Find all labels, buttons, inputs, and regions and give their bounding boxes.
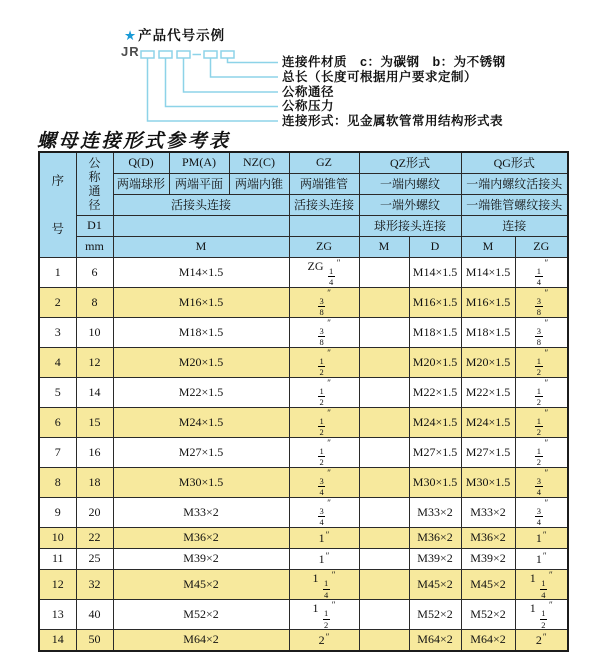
connector-line-5 xyxy=(148,58,279,121)
inch-mark: ″ xyxy=(327,377,331,388)
cell-dn-mm: 15 xyxy=(76,407,113,437)
table-row xyxy=(39,570,568,600)
cell-dn-mm: 12 xyxy=(76,347,113,377)
fraction: $\frac{1}{2}$ xyxy=(319,415,324,437)
inch-mark: ″ xyxy=(544,377,549,388)
header-nominal-diameter: 公 称 通 径 xyxy=(76,152,113,215)
cell-qz-m xyxy=(359,257,409,287)
cell-seq: 2 xyxy=(39,287,76,317)
cell-qz-m xyxy=(359,497,409,527)
header-mm: mm xyxy=(76,236,113,257)
cell-qg-zg: 1 $\frac{1}{2}$ ″ xyxy=(515,600,568,630)
fraction: $\frac{1}{2}$ xyxy=(536,385,541,407)
cell-qz-d: M36×2 xyxy=(409,527,461,548)
inch-mark: ″ xyxy=(544,497,549,508)
cell-qz-m xyxy=(359,287,409,317)
cell-gz-zg xyxy=(289,317,359,347)
header-qz-d: D xyxy=(409,236,461,257)
cell-qg-m: M14×1.5 xyxy=(461,257,515,287)
cell-qz-d: M39×2 xyxy=(409,548,461,569)
cell-gz-zg xyxy=(289,407,359,437)
cell-m-thread: M24×1.5 xyxy=(113,407,289,437)
cell-qz-d: M22×1.5 xyxy=(409,377,461,407)
cell-seq: 11 xyxy=(39,548,76,569)
cell-seq: 13 xyxy=(39,600,76,630)
table-row xyxy=(39,497,568,527)
cell-qg-m: M52×2 xyxy=(461,600,515,630)
cell-m-thread: M16×1.5 xyxy=(113,287,289,317)
fraction: $\frac{3}{8}$ xyxy=(536,325,541,347)
fraction: $\frac{1}{2}$ xyxy=(536,445,541,467)
cell-gz-zg xyxy=(289,347,359,377)
code-box-4 xyxy=(204,51,217,58)
table-row xyxy=(39,317,568,347)
table-row xyxy=(39,630,568,651)
header-gz-zg: ZG xyxy=(289,236,359,257)
diagram-label-material: 连接件材质 c：为碳钢 b：为不锈钢 xyxy=(282,55,506,69)
header-col-nz: NZ(C) xyxy=(229,152,289,173)
cell-qz-d: M52×2 xyxy=(409,600,461,630)
cell-qg-zg xyxy=(515,257,568,287)
cell-gz-zg xyxy=(289,287,359,317)
cell-qz-m xyxy=(359,630,409,651)
cell-qg-m: M33×2 xyxy=(461,497,515,527)
cell-seq: 10 xyxy=(39,527,76,548)
inch-mark: ″ xyxy=(549,600,553,611)
cell-qz-m xyxy=(359,407,409,437)
header-qg-type2: 一端锥管螺纹接头 xyxy=(461,194,568,215)
fraction: $\frac{1}{2}$ xyxy=(536,355,541,377)
cell-dn-mm: 20 xyxy=(76,497,113,527)
cell-seq: 8 xyxy=(39,467,76,497)
header-seq-char1: 序 xyxy=(51,173,64,188)
cell-m-thread: M36×2 xyxy=(113,527,289,548)
table-row xyxy=(39,257,568,287)
cell-qz-m xyxy=(359,600,409,630)
inch-mark: ″ xyxy=(336,257,341,268)
cell-qg-zg xyxy=(515,407,568,437)
table-title: 螺母连接形式参考表 xyxy=(37,130,231,152)
cell-m-thread: M39×2 xyxy=(113,548,289,569)
cell-m-thread: M22×1.5 xyxy=(113,377,289,407)
cell-seq: 4 xyxy=(39,347,76,377)
inch-mark: ″ xyxy=(544,467,549,478)
header-pm-type: 两端平面 xyxy=(169,173,229,194)
table-row xyxy=(39,287,568,317)
code-box-1 xyxy=(141,51,154,58)
header-qz-conn: 球形接头连接 xyxy=(359,215,461,236)
table-row xyxy=(39,377,568,407)
cell-gz-zg xyxy=(289,467,359,497)
fraction: $\frac{1}{2}$ xyxy=(319,385,324,407)
product-code-example-title xyxy=(124,24,225,44)
nut-connection-reference-table xyxy=(38,151,569,652)
inch-mark: ″ xyxy=(325,631,330,642)
connector-line-1 xyxy=(228,58,279,63)
inch-mark: ″ xyxy=(327,497,331,508)
cell-qg-zg xyxy=(515,377,568,407)
cell-gz-zg: 2″ xyxy=(289,630,359,651)
header-gz-type: 两端锥管 xyxy=(289,173,359,194)
cell-qz-d: M33×2 xyxy=(409,497,461,527)
cell-qz-d: M45×2 xyxy=(409,570,461,600)
inch-mark: ″ xyxy=(331,570,336,581)
header-d1: D1 xyxy=(76,215,113,236)
inch-mark: ″ xyxy=(327,347,331,358)
header-union-connection: 活接头连接 xyxy=(113,194,289,215)
cell-qg-zg xyxy=(515,437,568,467)
header-m-span: M xyxy=(113,236,289,257)
inch-mark: ″ xyxy=(544,287,549,298)
cell-dn-mm: 50 xyxy=(76,630,113,651)
cell-qg-m: M27×1.5 xyxy=(461,437,515,467)
cell-seq: 1 xyxy=(39,257,76,287)
inch-mark: ″ xyxy=(325,550,330,561)
cell-seq: 5 xyxy=(39,377,76,407)
inch-mark: ″ xyxy=(542,529,547,540)
table-row xyxy=(39,407,568,437)
fraction: $\frac{3}{4}$ xyxy=(536,505,541,527)
cell-gz-zg xyxy=(289,497,359,527)
fraction: $\frac{1}{4}$ xyxy=(324,578,329,600)
inch-mark: ″ xyxy=(331,600,336,611)
header-qg-conn: 连接 xyxy=(461,215,568,236)
cell-dn-mm: 22 xyxy=(76,527,113,548)
inch-mark: ″ xyxy=(544,257,549,268)
fraction: $\frac{1}{2}$ xyxy=(319,445,324,467)
cell-qg-m: M39×2 xyxy=(461,548,515,569)
cell-dn-mm: 32 xyxy=(76,570,113,600)
fraction: $\frac{1}{2}$ xyxy=(319,355,324,377)
cell-qz-m xyxy=(359,377,409,407)
fraction: $\frac{3}{4}$ xyxy=(319,505,324,527)
cell-seq: 3 xyxy=(39,317,76,347)
header-nz-type: 两端内锥 xyxy=(229,173,289,194)
inch-mark: ″ xyxy=(327,407,331,418)
cell-gz-zg: 1 $\frac{1}{4}$ ″ xyxy=(289,570,359,600)
cell-qz-d: M20×1.5 xyxy=(409,347,461,377)
cell-qg-m: M18×1.5 xyxy=(461,317,515,347)
fraction: $\frac{3}{8}$ xyxy=(536,295,541,317)
cell-qz-d: M30×1.5 xyxy=(409,467,461,497)
cell-gz-zg: 1″ xyxy=(289,548,359,569)
inch-mark: ″ xyxy=(325,529,330,540)
header-empty-gz xyxy=(289,215,359,236)
cell-m-thread: M45×2 xyxy=(113,570,289,600)
fraction: $\frac{1}{4}$ xyxy=(541,578,546,600)
fraction: $\frac{1}{2}$ xyxy=(324,608,329,630)
cell-gz-zg: 1 $\frac{1}{2}$ ″ xyxy=(289,600,359,630)
inch-mark: ″ xyxy=(542,550,547,561)
cell-qz-d: M24×1.5 xyxy=(409,407,461,437)
cell-m-thread: M20×1.5 xyxy=(113,347,289,377)
cell-dn-mm: 18 xyxy=(76,467,113,497)
cell-gz-zg xyxy=(289,437,359,467)
cell-seq: 14 xyxy=(39,630,76,651)
cell-dn-mm: 6 xyxy=(76,257,113,287)
inch-mark: ″ xyxy=(327,467,331,478)
cell-m-thread: M64×2 xyxy=(113,630,289,651)
cell-qg-m: M24×1.5 xyxy=(461,407,515,437)
header-col-pm: PM(A) xyxy=(169,152,229,173)
table-row xyxy=(39,548,568,569)
header-col-qg: QG形式 xyxy=(461,152,568,173)
inch-mark: ″ xyxy=(542,631,547,642)
cell-qg-zg: 1″ xyxy=(515,527,568,548)
header-qz-m: M xyxy=(359,236,409,257)
header-qg-zg: ZG xyxy=(515,236,568,257)
diagram-label-nominal-pressure: 公称压力 xyxy=(282,99,335,113)
cell-qg-zg: 2″ xyxy=(515,630,568,651)
header-seq-char2: 号 xyxy=(51,221,64,236)
inch-mark: ″ xyxy=(544,437,549,448)
cell-qg-zg xyxy=(515,317,568,347)
cell-qz-m xyxy=(359,467,409,497)
header-col-qz: QZ形式 xyxy=(359,152,461,173)
cell-gz-zg xyxy=(289,377,359,407)
cell-dn-mm: 16 xyxy=(76,437,113,467)
cell-gz-zg: 1″ xyxy=(289,527,359,548)
cell-qz-m xyxy=(359,347,409,377)
cell-qz-d: M64×2 xyxy=(409,630,461,651)
diagram-label-connection-form: 连接形式：见金属软管常用结构形式表 xyxy=(282,114,504,128)
inch-mark: ″ xyxy=(544,317,549,328)
cell-m-thread: M52×2 xyxy=(113,600,289,630)
fraction: $\frac{3}{4}$ xyxy=(319,475,324,497)
cell-qz-d: M27×1.5 xyxy=(409,437,461,467)
cell-qg-m: M30×1.5 xyxy=(461,467,515,497)
cell-qg-m: M64×2 xyxy=(461,630,515,651)
cell-qg-m: M16×1.5 xyxy=(461,287,515,317)
header-gz-connection: 活接头连接 xyxy=(289,194,359,215)
cell-seq: 9 xyxy=(39,497,76,527)
inch-mark: ″ xyxy=(327,437,331,448)
fraction: $\frac{1}{2}$ xyxy=(536,415,541,437)
cell-qz-d: M14×1.5 xyxy=(409,257,461,287)
table-body xyxy=(39,257,568,651)
code-box-5 xyxy=(221,51,234,58)
header-qg-type1: 一端内螺纹活接头 xyxy=(461,173,568,194)
cell-qg-zg: 1″ xyxy=(515,548,568,569)
cell-qz-d: M16×1.5 xyxy=(409,287,461,317)
table-row xyxy=(39,600,568,630)
cell-qg-zg: 1 $\frac{1}{4}$ ″ xyxy=(515,570,568,600)
cell-dn-mm: 40 xyxy=(76,600,113,630)
header-col-qd: Q(D) xyxy=(113,152,169,173)
diagram-label-nominal-diameter: 公称通径 xyxy=(282,85,335,99)
table-row xyxy=(39,347,568,377)
cell-dn-mm: 8 xyxy=(76,287,113,317)
star-icon: ★ xyxy=(124,28,138,43)
code-box-3 xyxy=(177,51,190,58)
cell-dn-mm: 10 xyxy=(76,317,113,347)
code-box-2 xyxy=(159,51,172,58)
cell-qz-m xyxy=(359,317,409,347)
header-qz-type2: 一端外螺纹 xyxy=(359,194,461,215)
table-row xyxy=(39,467,568,497)
cell-m-thread: M14×1.5 xyxy=(113,257,289,287)
cell-m-thread: M30×1.5 xyxy=(113,467,289,497)
cell-qz-m xyxy=(359,548,409,569)
cell-qg-m: M22×1.5 xyxy=(461,377,515,407)
connector-line-2 xyxy=(211,58,279,77)
header-empty-qpn xyxy=(113,215,289,236)
header-qz-type1: 一端内螺纹 xyxy=(359,173,461,194)
inch-mark: ″ xyxy=(549,570,553,581)
inch-mark: ″ xyxy=(327,287,331,298)
diagram-label-total-length: 总长（长度可根据用户要求定制） xyxy=(282,70,478,84)
header-qg-m: M xyxy=(461,236,515,257)
cell-qg-zg xyxy=(515,467,568,497)
inch-mark: ″ xyxy=(544,347,549,358)
fraction: $\frac{1}{2}$ xyxy=(541,608,546,630)
fraction: $\frac{1}{4}$ xyxy=(329,265,334,287)
cell-qg-zg xyxy=(515,347,568,377)
cell-m-thread: M27×1.5 xyxy=(113,437,289,467)
cell-qg-m: M36×2 xyxy=(461,527,515,548)
cell-gz-zg: ZG $\frac{1}{4}$ ″ xyxy=(289,257,359,287)
fraction: $\frac{3}{4}$ xyxy=(536,475,541,497)
fraction: $\frac{3}{8}$ xyxy=(319,325,324,347)
table-header xyxy=(39,152,568,257)
fraction: $\frac{1}{4}$ xyxy=(536,265,541,287)
cell-qz-m xyxy=(359,570,409,600)
inch-mark: ″ xyxy=(327,317,331,328)
connector-line-4 xyxy=(166,58,279,107)
cell-seq: 7 xyxy=(39,437,76,467)
cell-qg-m: M45×2 xyxy=(461,570,515,600)
table-row xyxy=(39,437,568,467)
product-code-example-label: 产品代号示例 xyxy=(138,28,226,43)
cell-seq: 12 xyxy=(39,570,76,600)
cell-dn-mm: 25 xyxy=(76,548,113,569)
cell-seq: 6 xyxy=(39,407,76,437)
cell-qg-zg xyxy=(515,287,568,317)
fraction: $\frac{3}{8}$ xyxy=(319,295,324,317)
cell-dn-mm: 14 xyxy=(76,377,113,407)
table-row xyxy=(39,527,568,548)
cell-m-thread: M33×2 xyxy=(113,497,289,527)
cell-qg-zg xyxy=(515,497,568,527)
header-col-gz: GZ xyxy=(289,152,359,173)
header-qd-type: 两端球形 xyxy=(113,173,169,194)
cell-qg-m: M20×1.5 xyxy=(461,347,515,377)
header-seq xyxy=(39,152,76,257)
cell-qz-d: M18×1.5 xyxy=(409,317,461,347)
cell-qz-m xyxy=(359,527,409,548)
cell-qz-m xyxy=(359,437,409,467)
inch-mark: ″ xyxy=(544,407,549,418)
cell-m-thread: M18×1.5 xyxy=(113,317,289,347)
product-code-prefix: JR xyxy=(121,44,140,59)
